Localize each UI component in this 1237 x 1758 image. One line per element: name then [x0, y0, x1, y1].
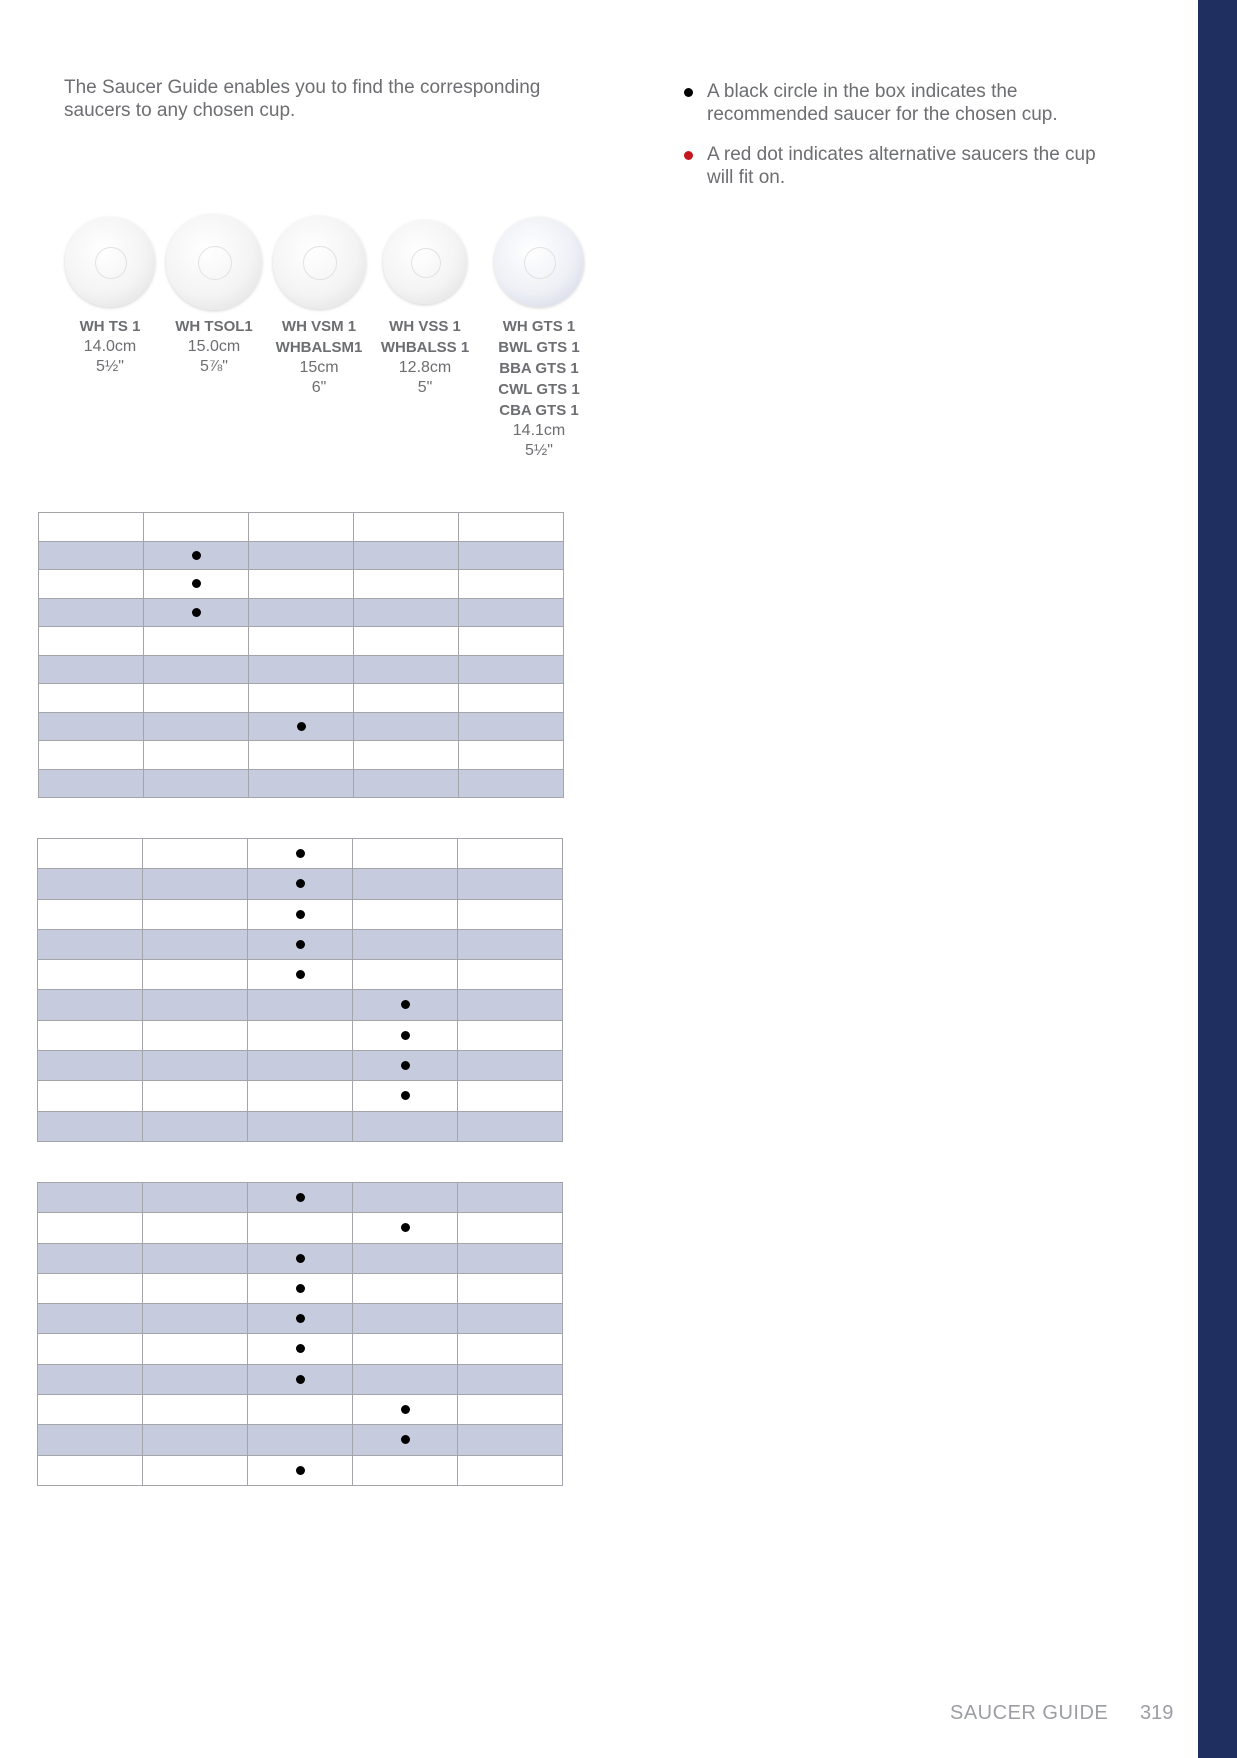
saucer-column: [267, 212, 371, 398]
table-cell: [354, 712, 459, 741]
table-cell: [38, 1081, 143, 1111]
table-cell: [248, 1425, 353, 1455]
saucer-codes: [267, 316, 371, 358]
table-cell: [353, 1020, 458, 1050]
table-cell: [248, 869, 353, 899]
table-cell: [458, 1020, 563, 1050]
table-row: [39, 741, 564, 770]
table-cell: [459, 741, 564, 770]
table-cell: [143, 1183, 248, 1213]
saucer-measure: 15.0cm: [187, 338, 241, 355]
table-cell: [143, 1213, 248, 1243]
table-cell: [458, 1111, 563, 1141]
table-cell: [354, 598, 459, 627]
table-row: [39, 769, 564, 798]
table-row: [39, 570, 564, 599]
saucer-code: WH VSS 1: [389, 318, 461, 335]
table-cell: [354, 684, 459, 713]
table-cell: [353, 1081, 458, 1111]
table-row: [38, 990, 563, 1020]
recommended-dot-icon: [296, 970, 305, 979]
saucer-column: [58, 212, 162, 377]
table-cell: [39, 513, 144, 542]
table-row: [38, 1334, 563, 1364]
table-cell: [354, 741, 459, 770]
saucer-image: [58, 212, 162, 312]
table-cell: [353, 899, 458, 929]
table-cell: [248, 1111, 353, 1141]
table-cell: [354, 769, 459, 798]
saucer-table-1: [38, 512, 564, 798]
table-cell: [143, 929, 248, 959]
recommended-dot-icon: [296, 940, 305, 949]
table-cell: [249, 655, 354, 684]
table-row: [39, 627, 564, 656]
table-cell: [458, 1213, 563, 1243]
table-cell: [458, 1395, 563, 1425]
table-row: [38, 1183, 563, 1213]
sidebar-band: [1198, 0, 1237, 1758]
table-cell: [248, 899, 353, 929]
table-cell: [459, 712, 564, 741]
table-cell: [143, 1334, 248, 1364]
table-cell: [353, 1455, 458, 1485]
saucer-table-3: [37, 1182, 563, 1486]
table-cell: [144, 655, 249, 684]
table-cell: [143, 1455, 248, 1485]
table-cell: [39, 570, 144, 599]
table-row: [39, 541, 564, 570]
table-cell: [249, 769, 354, 798]
table-cell: [248, 1304, 353, 1334]
table-cell: [143, 839, 248, 869]
table-cell: [459, 570, 564, 599]
saucer-table-2: [37, 838, 563, 1142]
table-cell: [248, 839, 353, 869]
legend-item-alternative: [680, 143, 1120, 189]
table-cell: [459, 769, 564, 798]
footer-title: SAUCER GUIDE: [950, 1702, 1109, 1724]
table-cell: [354, 627, 459, 656]
table-cell: [458, 1364, 563, 1394]
table-cell: [354, 570, 459, 599]
table-row: [39, 684, 564, 713]
table-cell: [458, 1334, 563, 1364]
table-cell: [39, 741, 144, 770]
table-cell: [248, 960, 353, 990]
recommended-dot-icon: [296, 849, 305, 858]
table-cell: [458, 929, 563, 959]
table-cell: [458, 1081, 563, 1111]
table-cell: [38, 1364, 143, 1394]
saucer-measure: 5": [417, 379, 433, 396]
table-cell: [39, 598, 144, 627]
saucer-measures: [373, 358, 477, 398]
saucer-code: CWL GTS 1: [498, 381, 580, 398]
recommended-dot-icon: [192, 608, 201, 617]
table-cell: [38, 839, 143, 869]
saucer-measure: 5½": [96, 358, 124, 375]
table-cell: [38, 1183, 143, 1213]
table-cell: [249, 513, 354, 542]
table-cell: [458, 1243, 563, 1273]
table-row: [38, 1243, 563, 1273]
table-cell: [39, 541, 144, 570]
legend: [680, 80, 1120, 206]
table-cell: [458, 990, 563, 1020]
table-row: [39, 513, 564, 542]
recommended-dot-icon: [296, 1375, 305, 1384]
table-row: [38, 899, 563, 929]
table-row: [38, 929, 563, 959]
table-cell: [353, 960, 458, 990]
saucer-measure: 6": [311, 379, 327, 396]
recommended-dot-icon: [296, 1344, 305, 1353]
saucer-column: [373, 212, 477, 398]
saucer-codes: [162, 316, 266, 337]
table-cell: [353, 1364, 458, 1394]
saucer-image: [267, 212, 371, 312]
saucer-code: WH GTS 1: [502, 318, 576, 335]
table-cell: [248, 1213, 353, 1243]
table-cell: [143, 990, 248, 1020]
recommended-dot-icon: [296, 1254, 305, 1263]
saucer-measure: 5⅞": [200, 358, 228, 375]
table-cell: [143, 1081, 248, 1111]
table-cell: [38, 929, 143, 959]
saucer-column: [487, 212, 591, 461]
table-cell: [458, 869, 563, 899]
table-row: [39, 712, 564, 741]
table-row: [38, 869, 563, 899]
table-cell: [458, 1455, 563, 1485]
table-row: [38, 1273, 563, 1303]
table-cell: [249, 541, 354, 570]
table-row: [38, 1395, 563, 1425]
saucer-measure: 14.1cm: [512, 422, 566, 439]
table-cell: [249, 570, 354, 599]
table-cell: [39, 769, 144, 798]
table-cell: [38, 899, 143, 929]
table-cell: [144, 627, 249, 656]
table-cell: [353, 869, 458, 899]
table-cell: [459, 513, 564, 542]
table-cell: [143, 1364, 248, 1394]
table-cell: [39, 655, 144, 684]
table-cell: [143, 1020, 248, 1050]
saucer-plate-icon: [494, 217, 584, 307]
table-row: [39, 655, 564, 684]
table-cell: [353, 1425, 458, 1455]
table-cell: [249, 684, 354, 713]
table-cell: [248, 1081, 353, 1111]
table-cell: [143, 869, 248, 899]
table-cell: [248, 1364, 353, 1394]
saucer-image: [373, 212, 477, 312]
saucer-plate-icon: [383, 220, 467, 304]
table-cell: [458, 1425, 563, 1455]
saucer-image: [487, 212, 591, 312]
saucer-measure: 5½": [525, 442, 553, 459]
table-cell: [143, 1111, 248, 1141]
table-cell: [249, 712, 354, 741]
table-row: [38, 839, 563, 869]
table-cell: [144, 741, 249, 770]
recommended-dot-icon: [401, 1091, 410, 1100]
saucer-plate-icon: [65, 217, 155, 307]
table-cell: [248, 1455, 353, 1485]
table-cell: [248, 1273, 353, 1303]
table-cell: [353, 990, 458, 1020]
saucer-plate-icon: [273, 216, 366, 309]
saucer-code: WH TSOL1: [175, 318, 253, 335]
table-cell: [353, 1334, 458, 1364]
table-cell: [38, 1334, 143, 1364]
legend-text-alternative: A red dot indicates alternative saucers the cup will fit on.: [707, 144, 1096, 188]
recommended-dot-icon: [401, 1000, 410, 1009]
table-cell: [353, 1273, 458, 1303]
legend-item-recommended: [680, 80, 1120, 126]
saucer-measures: [162, 337, 266, 377]
table-cell: [38, 1213, 143, 1243]
saucer-code: CBA GTS 1: [499, 402, 579, 419]
saucer-code: BBA GTS 1: [499, 360, 579, 377]
saucer-codes: [487, 316, 591, 421]
table-cell: [39, 684, 144, 713]
table-cell: [459, 627, 564, 656]
table-cell: [38, 1304, 143, 1334]
saucer-plate-icon: [166, 214, 262, 310]
table-cell: [459, 541, 564, 570]
table-cell: [143, 1425, 248, 1455]
table-cell: [248, 1051, 353, 1081]
saucer-measure: 15cm: [299, 359, 339, 376]
table-cell: [353, 1395, 458, 1425]
table-cell: [248, 1395, 353, 1425]
table-cell: [248, 1183, 353, 1213]
saucer-measures: [58, 337, 162, 377]
table-cell: [249, 627, 354, 656]
table-cell: [354, 513, 459, 542]
table-cell: [353, 1304, 458, 1334]
table-row: [39, 598, 564, 627]
table-cell: [458, 960, 563, 990]
black-dot-icon: [684, 88, 693, 97]
saucer-code: BWL GTS 1: [498, 339, 580, 356]
table-row: [38, 1425, 563, 1455]
table-cell: [38, 1455, 143, 1485]
table-cell: [143, 1243, 248, 1273]
table-cell: [248, 1020, 353, 1050]
table-cell: [143, 1395, 248, 1425]
table-cell: [144, 570, 249, 599]
table-cell: [458, 1183, 563, 1213]
table-cell: [458, 1304, 563, 1334]
table-cell: [459, 598, 564, 627]
table-cell: [38, 1273, 143, 1303]
table-cell: [354, 541, 459, 570]
recommended-dot-icon: [296, 1466, 305, 1475]
table-cell: [144, 769, 249, 798]
table-cell: [143, 960, 248, 990]
saucer-measure: 12.8cm: [398, 359, 452, 376]
table-row: [38, 1304, 563, 1334]
saucer-code: WH VSM 1: [281, 318, 357, 335]
table-cell: [248, 1243, 353, 1273]
legend-text-recommended: A black circle in the box indicates the recommended saucer for the chosen cup.: [707, 81, 1058, 125]
table-row: [38, 1111, 563, 1141]
table-cell: [353, 1051, 458, 1081]
table-row: [38, 1020, 563, 1050]
table-cell: [143, 899, 248, 929]
table-row: [38, 1051, 563, 1081]
table-cell: [144, 684, 249, 713]
table-row: [38, 960, 563, 990]
intro-text: The Saucer Guide enables you to find the corresponding saucers to any chosen cup.: [64, 77, 541, 121]
table-cell: [38, 869, 143, 899]
recommended-dot-icon: [192, 551, 201, 560]
recommended-dot-icon: [296, 1314, 305, 1323]
saucer-measure: 14.0cm: [83, 338, 137, 355]
table-row: [38, 1081, 563, 1111]
table-cell: [38, 1425, 143, 1455]
recommended-dot-icon: [401, 1061, 410, 1070]
table-row: [38, 1213, 563, 1243]
recommended-dot-icon: [401, 1435, 410, 1444]
table-cell: [144, 598, 249, 627]
table-cell: [38, 1111, 143, 1141]
table-cell: [143, 1304, 248, 1334]
table-cell: [38, 1051, 143, 1081]
table-cell: [353, 1243, 458, 1273]
table-cell: [458, 899, 563, 929]
saucer-code: WHBALSS 1: [380, 339, 470, 356]
recommended-dot-icon: [296, 1284, 305, 1293]
recommended-dot-icon: [296, 910, 305, 919]
table-cell: [248, 1334, 353, 1364]
saucer-codes: [373, 316, 477, 358]
table-cell: [38, 1395, 143, 1425]
table-cell: [248, 990, 353, 1020]
table-cell: [458, 1051, 563, 1081]
table-cell: [144, 712, 249, 741]
table-cell: [353, 1213, 458, 1243]
saucer-code: WHBALSM1: [275, 339, 363, 356]
recommended-dot-icon: [401, 1405, 410, 1414]
recommended-dot-icon: [296, 879, 305, 888]
table-cell: [353, 929, 458, 959]
recommended-dot-icon: [401, 1223, 410, 1232]
recommended-dot-icon: [296, 1193, 305, 1202]
table-cell: [249, 741, 354, 770]
table-cell: [144, 513, 249, 542]
recommended-dot-icon: [297, 722, 306, 731]
table-cell: [143, 1051, 248, 1081]
saucer-codes: [58, 316, 162, 337]
table-cell: [144, 541, 249, 570]
red-dot-icon: [684, 151, 693, 160]
table-cell: [38, 1020, 143, 1050]
table-cell: [143, 1273, 248, 1303]
table-cell: [38, 1243, 143, 1273]
table-cell: [459, 655, 564, 684]
table-cell: [353, 1183, 458, 1213]
table-cell: [39, 627, 144, 656]
table-cell: [249, 598, 354, 627]
saucer-column: [162, 212, 266, 377]
table-row: [38, 1364, 563, 1394]
table-row: [38, 1455, 563, 1485]
recommended-dot-icon: [401, 1031, 410, 1040]
saucer-measures: [487, 421, 591, 461]
table-cell: [38, 990, 143, 1020]
page-number: 319: [1140, 1702, 1174, 1724]
table-cell: [353, 839, 458, 869]
table-cell: [248, 929, 353, 959]
saucer-image: [162, 212, 266, 312]
table-cell: [39, 712, 144, 741]
table-cell: [354, 655, 459, 684]
table-cell: [459, 684, 564, 713]
table-cell: [458, 1273, 563, 1303]
table-cell: [38, 960, 143, 990]
saucer-measures: [267, 358, 371, 398]
saucer-code: WH TS 1: [79, 318, 141, 335]
recommended-dot-icon: [192, 579, 201, 588]
table-cell: [458, 839, 563, 869]
table-cell: [353, 1111, 458, 1141]
